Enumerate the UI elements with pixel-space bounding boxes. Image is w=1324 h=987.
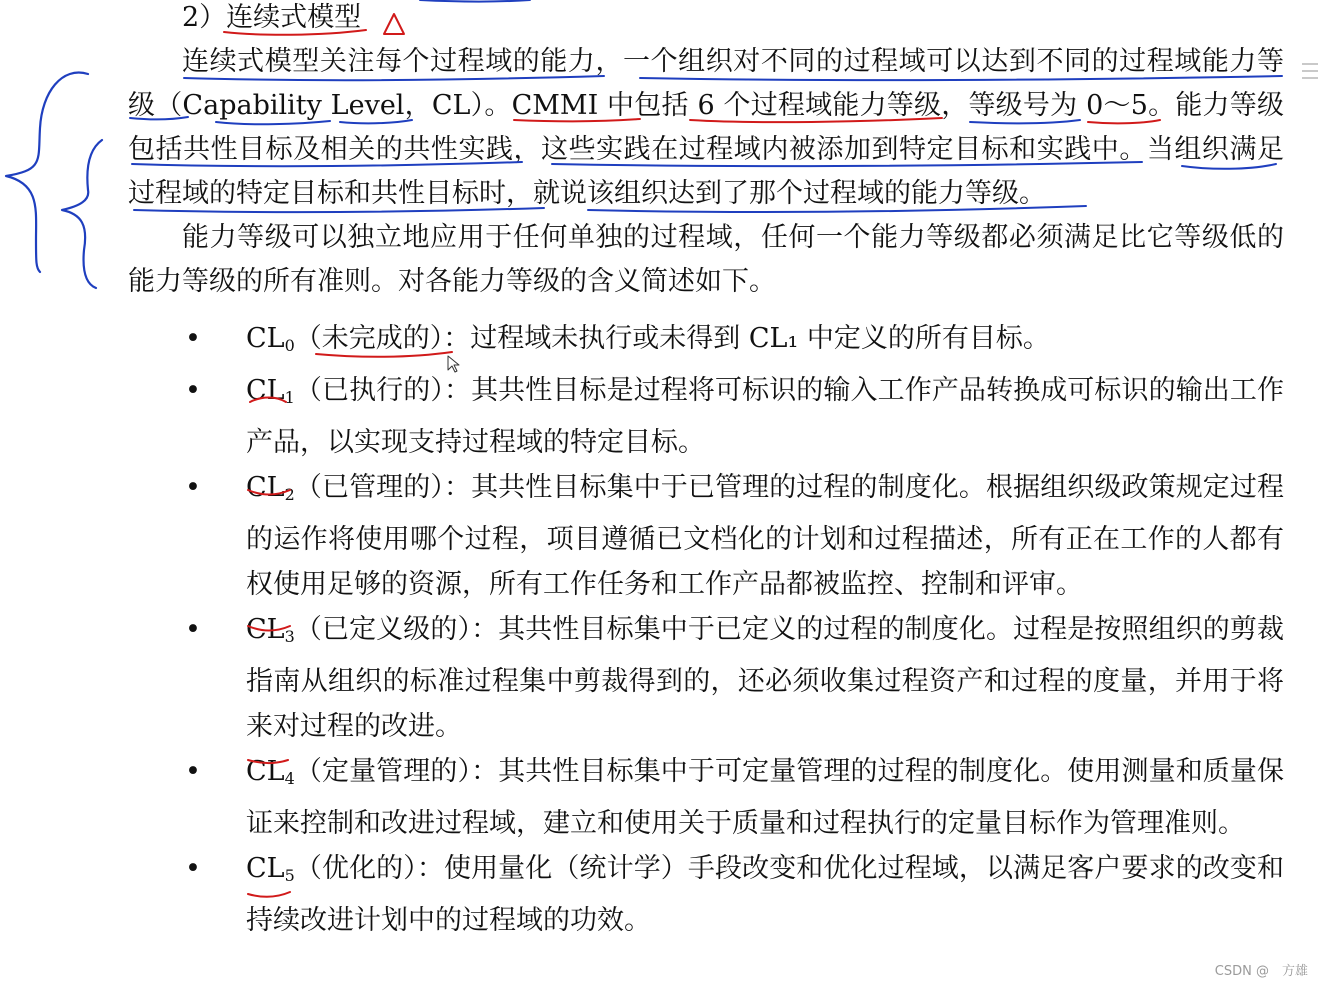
list-item-cl5 <box>182 846 1284 943</box>
cl-label: $CL_5$ <box>246 853 295 885</box>
cl-label: $CL_2$ <box>246 472 295 504</box>
cl-label: $CL_4$ <box>246 756 295 788</box>
left-brace-outer-icon <box>6 73 88 272</box>
cl-description: （已定义级的）：其共性目标集中于已定义的过程的制度化。过程是按照组织的剪裁指南从组织的标准过程集中剪裁得到的，还必须收集过程资产和过程的度量，并用于将来对过程的改进。 <box>246 614 1284 742</box>
capability-level-list <box>182 316 1284 943</box>
cl-label: $CL_1$ <box>246 375 295 407</box>
cl-description: （已执行的）：其共性目标是过程将可标识的输入工作产品转换成可标识的输出工作产品，以实现支持过程域的特定目标。 <box>246 375 1284 458</box>
bullet-dot-icon: • <box>185 853 201 884</box>
cl-description: （未完成的）：过程域未执行或未得到 CL₁ 中定义的所有目标。 <box>294 323 1050 354</box>
triangle-mark-icon <box>384 14 404 34</box>
section-heading <box>182 0 361 36</box>
bullet-dot-icon: • <box>185 614 201 645</box>
list-item-cl1 <box>182 368 1284 465</box>
cl-label: $CL_3$ <box>246 614 295 646</box>
watermark: CSDN @ 方雄 <box>1214 964 1308 979</box>
section-heading-label: 2）连续式模型 <box>182 2 362 33</box>
bullet-dot-icon: • <box>185 472 201 503</box>
paragraph-continuous-model: 连续式模型关注每个过程域的能力，一个组织对不同的过程域可以达到不同的过程域能力等级（Capability Level，CL）。CMMI 中包括 6 个过程域能力等级，等级号为 0～5。能力等级包括共性目标及相关的共性实践，这些实践在过程域内被添加到特定目标和实践中。当组织满足过程域的特定目标和共性目标时，就说该组织达到了那个过程域的能力等级。 <box>128 46 1284 209</box>
paragraph-capability-levels: 能力等级可以独立地应用于任何单独的过程域，任何一个能力等级都必须满足比它等级低的能力等级的所有准则。对各能力等级的含义简述如下。 <box>128 222 1284 297</box>
left-brace-inner-icon <box>62 140 102 288</box>
cl-label: $CL_0$ <box>246 323 295 355</box>
cl-description: （已管理的）：其共性目标集中于已管理的过程的制度化。根据组织级政策规定过程的运作将使用哪个过程，项目遵循已文档化的计划和过程描述，所有正在工作的人都有权使用足够的资源，所有工作任务和工作产品都被监控、控制和评审。 <box>246 472 1284 600</box>
list-item-cl4 <box>182 749 1284 846</box>
bullet-dot-icon: • <box>185 756 201 787</box>
top-scribble-icon <box>420 0 530 2</box>
list-item-cl2 <box>182 465 1284 607</box>
cl-description: （定量管理的）：其共性目标集中于可定量管理的过程的制度化。使用测量和质量保证来控制和改进过程域，建立和使用关于质量和过程执行的定量目标作为管理准则。 <box>246 756 1284 839</box>
list-item-cl0 <box>182 316 1284 368</box>
cl-description: （优化的）：使用量化（统计学）手段改变和优化过程域，以满足客户要求的改变和持续改进计划中的过程域的功效。 <box>246 853 1284 936</box>
scroll-indicator[interactable] <box>1302 58 1318 84</box>
bullet-dot-icon: • <box>185 375 201 406</box>
bullet-dot-icon: • <box>185 323 201 354</box>
list-item-cl3 <box>182 607 1284 749</box>
